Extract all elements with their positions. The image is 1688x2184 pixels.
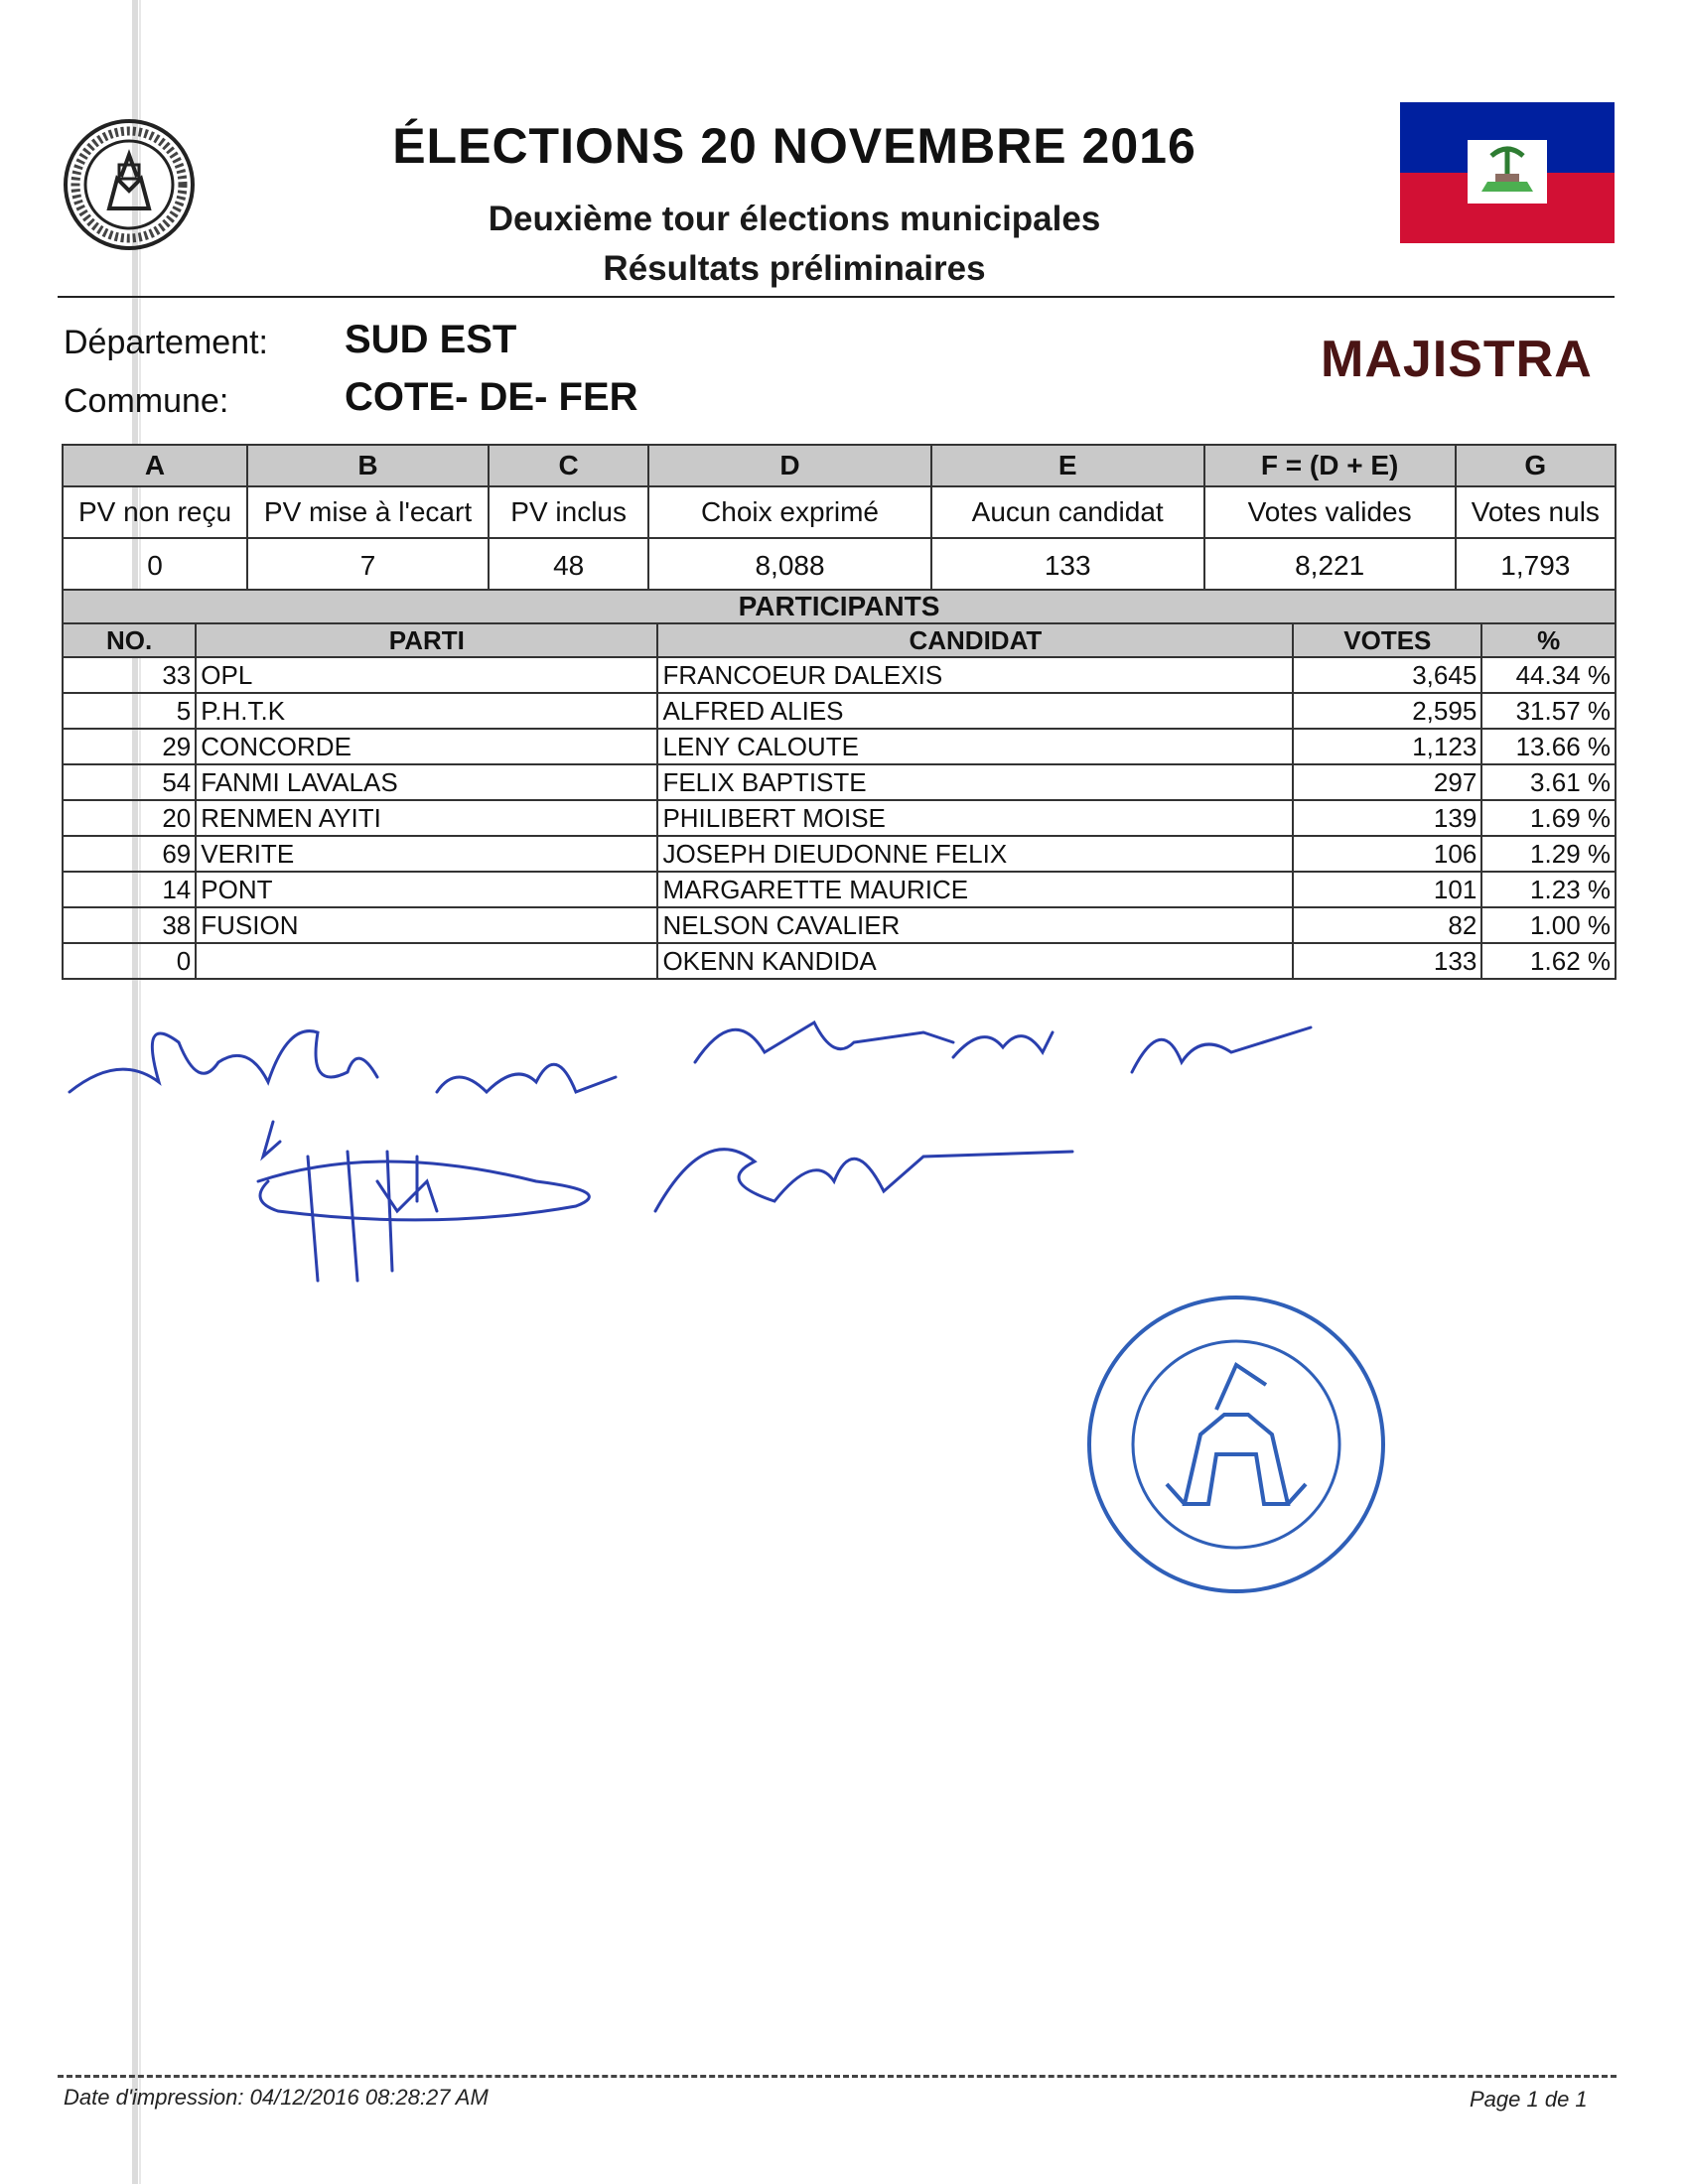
cell-no: 14 — [63, 872, 196, 907]
table-row — [63, 693, 1616, 729]
cell-candidat: ALFRED ALIES — [657, 693, 1293, 729]
cell-votes: 133 — [1293, 943, 1481, 979]
cell-pct: 1.23 % — [1481, 872, 1616, 907]
cell-parti: OPL — [196, 657, 657, 693]
cell-candidat: PHILIBERT MOISE — [657, 800, 1293, 836]
summary-header-cell: Votes nuls — [1456, 486, 1616, 538]
commune-value: COTE- DE- FER — [345, 375, 638, 419]
summary-table — [62, 444, 1617, 595]
cell-candidat: FRANCOEUR DALEXIS — [657, 657, 1293, 693]
column-header-candidat: CANDIDAT — [657, 623, 1293, 657]
summary-value-cell: 0 — [63, 538, 247, 594]
column-header-votes: VOTES — [1293, 623, 1481, 657]
table-row — [63, 907, 1616, 943]
cell-votes: 3,645 — [1293, 657, 1481, 693]
cell-parti: FUSION — [196, 907, 657, 943]
cell-no: 29 — [63, 729, 196, 764]
commune-label: Commune: — [64, 382, 229, 420]
cell-votes: 2,595 — [1293, 693, 1481, 729]
summary-letter-cell: C — [489, 445, 648, 486]
participants-table — [62, 589, 1617, 980]
cell-parti — [196, 943, 657, 979]
summary-value-cell: 8,088 — [648, 538, 930, 594]
signature-strokes — [70, 1023, 1311, 1281]
print-date: Date d'impression: 04/12/2016 08:28:27 AM — [64, 2085, 489, 2110]
office-title: MAJISTRA — [1321, 331, 1593, 388]
summary-header-cell: PV mise à l'ecart — [247, 486, 489, 538]
cell-parti: P.H.T.K — [196, 693, 657, 729]
cell-no: 20 — [63, 800, 196, 836]
column-header-parti: PARTI — [196, 623, 657, 657]
summary-letter-cell: G — [1456, 445, 1616, 486]
participants-band-row — [63, 590, 1616, 623]
summary-letter-cell: F = (D + E) — [1204, 445, 1456, 486]
page-subtitle — [298, 195, 1291, 294]
table-row — [63, 729, 1616, 764]
header-divider — [58, 296, 1615, 298]
subtitle-line-2: Résultats préliminaires — [603, 249, 986, 288]
table-row — [63, 764, 1616, 800]
cell-parti: RENMEN AYITI — [196, 800, 657, 836]
subtitle-line-1: Deuxième tour élections municipales — [488, 200, 1101, 238]
participants-header-row — [63, 623, 1616, 657]
cell-candidat: FELIX BAPTISTE — [657, 764, 1293, 800]
cell-no: 0 — [63, 943, 196, 979]
cell-parti: CONCORDE — [196, 729, 657, 764]
cell-parti: PONT — [196, 872, 657, 907]
cell-no: 69 — [63, 836, 196, 872]
summary-value-cell: 48 — [489, 538, 648, 594]
summary-value-cell: 8,221 — [1204, 538, 1456, 594]
cep-stamp-icon — [1077, 1286, 1395, 1603]
cep-seal-icon — [62, 117, 197, 252]
cell-votes: 139 — [1293, 800, 1481, 836]
cell-pct: 1.62 % — [1481, 943, 1616, 979]
cell-votes: 82 — [1293, 907, 1481, 943]
summary-header-cell: Choix exprimé — [648, 486, 930, 538]
cell-parti: FANMI LAVALAS — [196, 764, 657, 800]
cell-votes: 106 — [1293, 836, 1481, 872]
cell-pct: 3.61 % — [1481, 764, 1616, 800]
summary-letter-cell: D — [648, 445, 930, 486]
cell-candidat: MARGARETTE MAURICE — [657, 872, 1293, 907]
cell-parti: VERITE — [196, 836, 657, 872]
cell-pct: 1.00 % — [1481, 907, 1616, 943]
table-row — [63, 872, 1616, 907]
cell-no: 33 — [63, 657, 196, 693]
summary-header-cell: PV inclus — [489, 486, 648, 538]
cell-pct: 31.57 % — [1481, 693, 1616, 729]
cell-pct: 13.66 % — [1481, 729, 1616, 764]
signatures — [60, 983, 1390, 1330]
cell-candidat: OKENN KANDIDA — [657, 943, 1293, 979]
column-header-no: NO. — [63, 623, 196, 657]
table-row — [63, 943, 1616, 979]
departement-value: SUD EST — [345, 318, 517, 361]
cell-pct: 1.29 % — [1481, 836, 1616, 872]
cell-no: 5 — [63, 693, 196, 729]
cell-votes: 101 — [1293, 872, 1481, 907]
summary-value-cell: 133 — [931, 538, 1204, 594]
cell-votes: 297 — [1293, 764, 1481, 800]
summary-header-row — [63, 486, 1616, 538]
page-number: Page 1 de 1 — [1470, 2087, 1588, 2112]
participants-body — [63, 657, 1616, 979]
table-row — [63, 836, 1616, 872]
summary-value-cell: 7 — [247, 538, 489, 594]
cell-pct: 1.69 % — [1481, 800, 1616, 836]
cell-candidat: LENY CALOUTE — [657, 729, 1293, 764]
cell-no: 54 — [63, 764, 196, 800]
summary-header-cell: Aucun candidat — [931, 486, 1204, 538]
summary-letter-row — [63, 445, 1616, 486]
table-row — [63, 657, 1616, 693]
cell-candidat: NELSON CAVALIER — [657, 907, 1293, 943]
summary-header-cell: PV non reçu — [63, 486, 247, 538]
table-row — [63, 800, 1616, 836]
cell-no: 38 — [63, 907, 196, 943]
participants-band: PARTICIPANTS — [63, 590, 1616, 623]
summary-letter-cell: E — [931, 445, 1204, 486]
summary-value-row — [63, 538, 1616, 594]
page-title: ÉLECTIONS 20 NOVEMBRE 2016 — [392, 118, 1196, 174]
departement-label: Département: — [64, 324, 268, 361]
summary-letter-cell: B — [247, 445, 489, 486]
summary-header-cell: Votes valides — [1204, 486, 1456, 538]
summary-value-cell: 1,793 — [1456, 538, 1616, 594]
cell-pct: 44.34 % — [1481, 657, 1616, 693]
cell-candidat: JOSEPH DIEUDONNE FELIX — [657, 836, 1293, 872]
cell-votes: 1,123 — [1293, 729, 1481, 764]
summary-letter-cell: A — [63, 445, 247, 486]
column-header-pct: % — [1481, 623, 1616, 657]
footer-divider — [58, 2075, 1617, 2078]
haiti-flag-icon — [1400, 102, 1615, 243]
